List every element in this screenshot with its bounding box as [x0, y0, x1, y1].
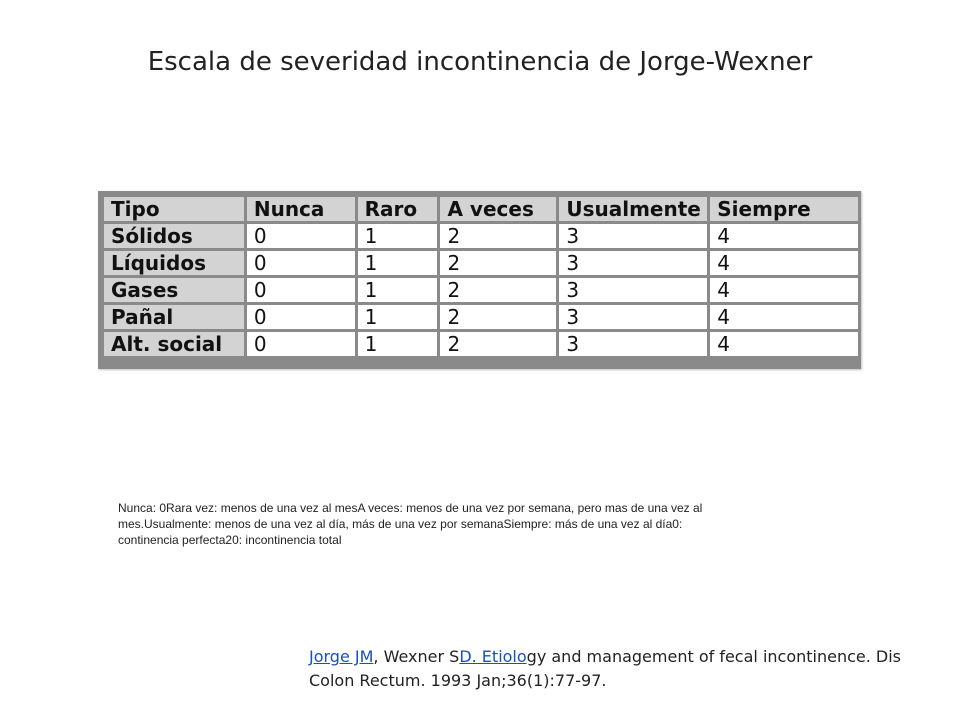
table-cell: 3 [559, 224, 707, 248]
row-label-alt-social: Alt. social [104, 332, 244, 356]
row-label-solidos: Sólidos [104, 224, 244, 248]
table-cell: 2 [440, 332, 556, 356]
table-cell: 3 [559, 278, 707, 302]
header-siempre: Siempre [710, 197, 858, 221]
table-row [104, 224, 858, 248]
table-header-row [104, 197, 858, 221]
table-cell: 2 [440, 251, 556, 275]
table-row [104, 305, 858, 329]
severity-table-container [98, 191, 861, 369]
table-cell: 0 [247, 332, 355, 356]
table-cell: 1 [358, 278, 438, 302]
table-cell: 4 [710, 251, 858, 275]
table-cell: 1 [358, 224, 438, 248]
header-nunca: Nunca [247, 197, 355, 221]
row-label-liquidos: Líquidos [104, 251, 244, 275]
header-raro: Raro [358, 197, 438, 221]
table-cell: 1 [358, 332, 438, 356]
table-cell: 0 [247, 305, 355, 329]
table-cell: 3 [559, 305, 707, 329]
etiology-link[interactable]: D. Etiolo [459, 647, 527, 666]
table-cell: 2 [440, 278, 556, 302]
author-link-jorge[interactable]: Jorge JM [309, 647, 374, 666]
citation [309, 645, 949, 693]
table-cell: 2 [440, 224, 556, 248]
citation-text-rest: gy and management of fecal incontinence. Dis Colon Rectum. 1993 Jan;36(1):77-97. [309, 647, 902, 690]
table-row [104, 332, 858, 356]
table-cell: 4 [710, 305, 858, 329]
table-cell: 3 [559, 251, 707, 275]
header-tipo: Tipo [104, 197, 244, 221]
row-label-panal: Pañal [104, 305, 244, 329]
severity-table [101, 194, 861, 359]
table-cell: 4 [710, 278, 858, 302]
table-row [104, 278, 858, 302]
header-a-veces: A veces [440, 197, 556, 221]
table-cell: 2 [440, 305, 556, 329]
table-cell: 3 [559, 332, 707, 356]
table-cell: 4 [710, 332, 858, 356]
table-cell: 0 [247, 278, 355, 302]
slide-title: Escala de severidad incontinencia de Jorge-Wexner [147, 47, 813, 77]
citation-text: , Wexner S [373, 647, 460, 666]
table-cell: 1 [358, 305, 438, 329]
table-cell: 1 [358, 251, 438, 275]
scale-legend-note: Nunca: 0Rara vez: menos de una vez al mesA veces: menos de una vez por semana, pero mas de una vez al mes.Usualmente: menos de una vez al día, más de una vez por semanaSiempre: más de una vez al día0: continencia perfecta20: incontinencia total [118, 501, 703, 547]
table-cell: 0 [247, 251, 355, 275]
header-usualmente: Usualmente [559, 197, 707, 221]
row-label-gases: Gases [104, 278, 244, 302]
table-cell: 0 [247, 224, 355, 248]
table-cell: 4 [710, 224, 858, 248]
table-row [104, 251, 858, 275]
